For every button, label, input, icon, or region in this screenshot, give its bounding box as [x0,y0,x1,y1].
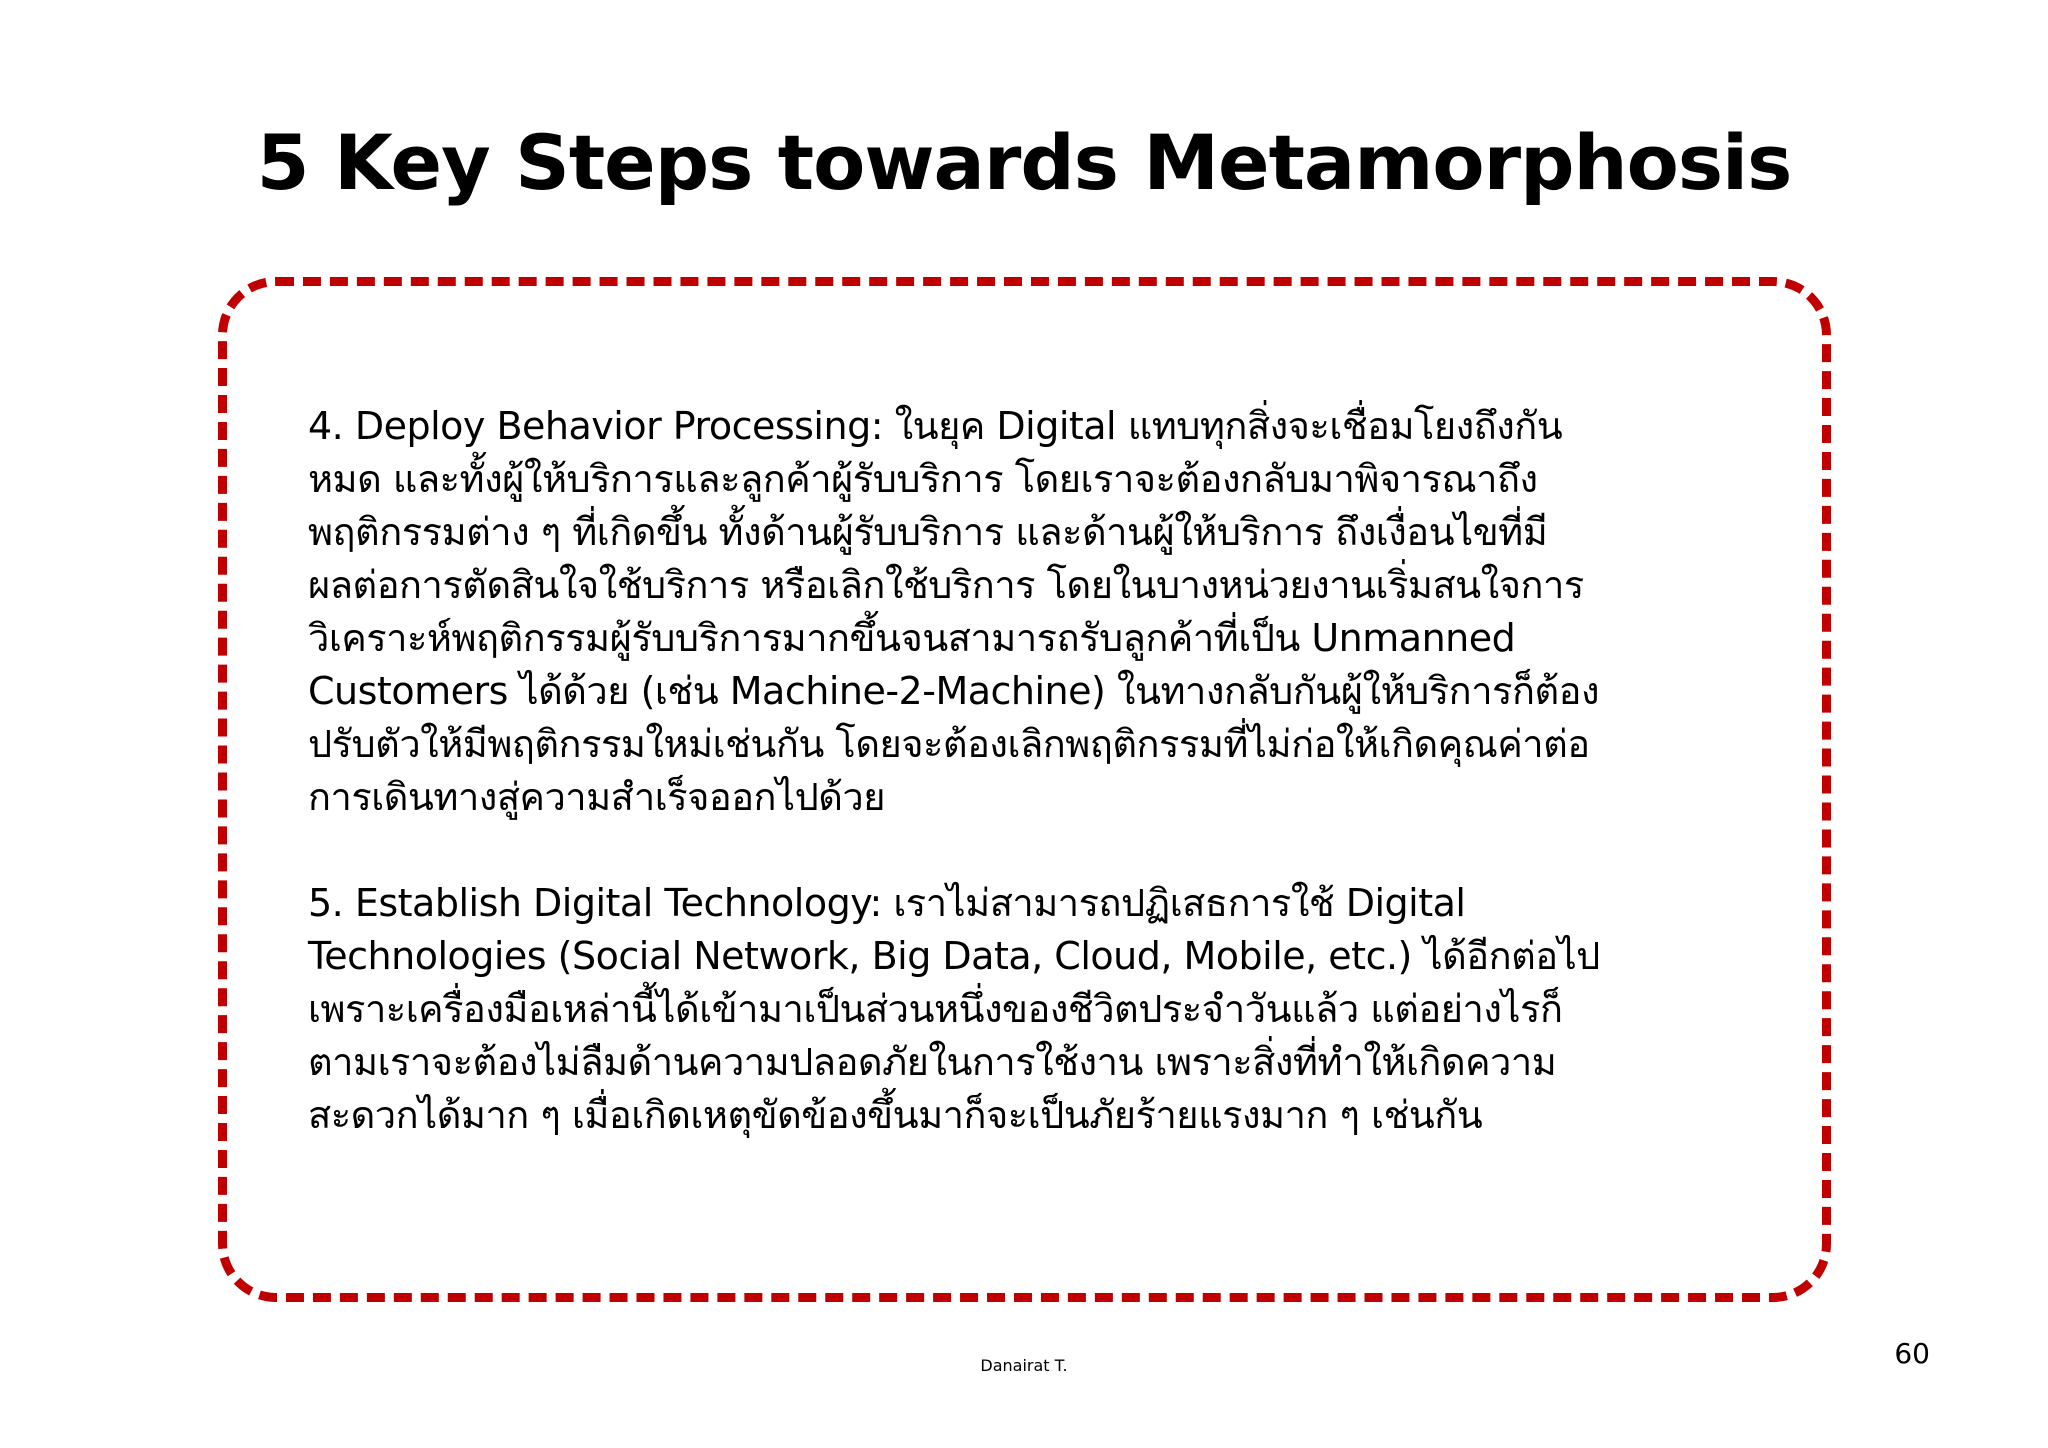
step-5-paragraph [308,877,1768,1142]
step-4-line: หมด และทั้งผู้ให้บริการและลูกค้าผู้รับบริการ โดยเราจะต้องกลับมาพิจารณาถึง [308,457,1538,501]
step-5-line: เพราะเครื่องมือเหล่านี้ได้เข้ามาเป็นส่วนหนึ่งของชีวิตประจำวันแล้ว แต่อย่างไรก็ [308,987,1563,1031]
step-5-line: 5. Establish Digital Technology: เราไม่สามารถปฏิเสธการใช้ Digital [308,881,1466,925]
step-4-line: การเดินทางสู่ความสำเร็จออกไปด้วย [308,775,886,819]
step-5-line: ตามเราจะต้องไม่ลืมด้านความปลอดภัยในการใช้งาน เพราะสิ่งที่ทำให้เกิดความ [308,1040,1557,1084]
step-5-line: Technologies (Social Network, Big Data, Cloud, Mobile, etc.) ได้อีกต่อไป [308,934,1600,978]
step-4-line: พฤติกรรมต่าง ๆ ที่เกิดขึ้น ทั้งด้านผู้รับบริการ และด้านผู้ให้บริการ ถึงเงื่อนไขที่มี [308,510,1548,554]
step-4-line: ผลต่อการตัดสินใจใช้บริการ หรือเลิกใช้บริการ โดยในบางหน่วยงานเริ่มสนใจการ [308,563,1584,607]
step-4-line: ปรับตัวให้มีพฤติกรรมใหม่เช่นกัน โดยจะต้องเลิกพฤติกรรมที่ไม่ก่อให้เกิดคุณค่าต่อ [308,722,1590,766]
step-4-line: Customers ได้ด้วย (เช่น Machine-2-Machine) ในทางกลับกันผู้ให้บริการก็ต้อง [308,669,1600,713]
slide-title: 5 Key Steps towards Metamorphosis [256,118,1792,207]
page-number: 60 [1894,1337,1930,1370]
slide-content [308,400,1768,1142]
footer-author: Danairat T. [980,1356,1068,1375]
step-4-line: วิเคราะห์พฤติกรรมผู้รับบริการมากขึ้นจนสามารถรับลูกค้าที่เป็น Unmanned [308,616,1516,660]
step-4-line: 4. Deploy Behavior Processing: ในยุค Digital แทบทุกสิ่งจะเชื่อมโยงถึงกัน [308,404,1563,448]
step-4-paragraph [308,400,1768,824]
step-5-line: สะดวกได้มาก ๆ เมื่อเกิดเหตุขัดข้องขึ้นมาก็จะเป็นภัยร้ายแรงมาก ๆ เช่นกัน [308,1093,1483,1137]
